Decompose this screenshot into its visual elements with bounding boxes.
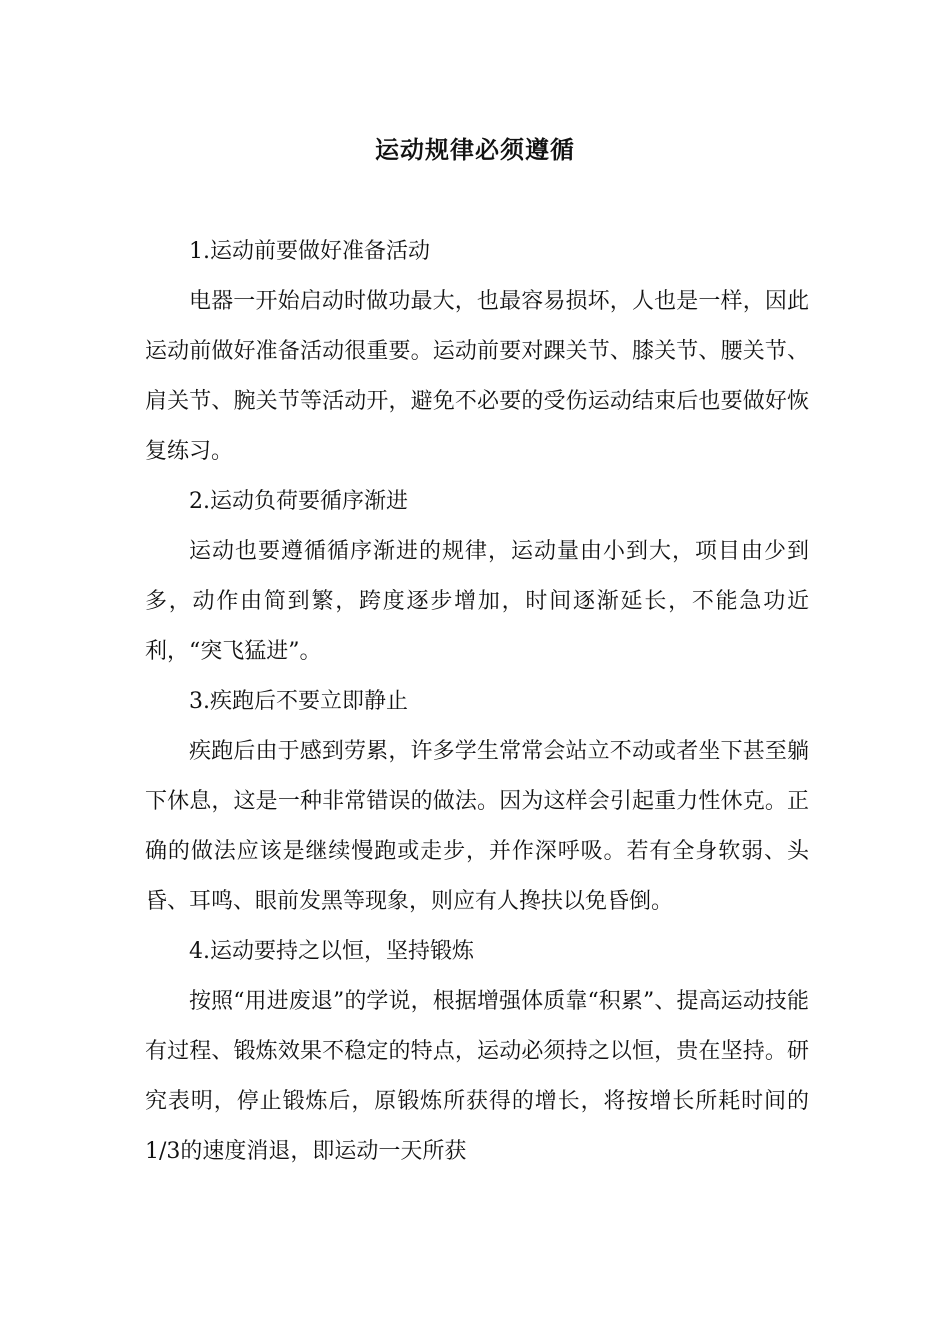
section-heading-3: 3.疾跑后不要立即静止 [189, 689, 408, 714]
paragraph-3: 疾跑后由于感到劳累，许多学生常常会站立不动或者坐下甚至躺下休息，这是一种非常错误的做法。因为这样会引起重力性休克。正确的做法应该是继续慢跑或走步，并作深呼吸。若有全身软弱、头昏、耳鸣、眼前发黑等现象，则应有人搀扶以免昏倒。 [145, 739, 809, 914]
document-body [145, 227, 809, 1177]
section-heading-4: 4.运动要持之以恒，坚持锻炼 [189, 939, 474, 964]
paragraph-1: 电器一开始启动时做功最大，也最容易损坏，人也是一样，因此运动前做好准备活动很重要。运动前要对踝关节、膝关节、腰关节、肩关节、腕关节等活动开，避免不必要的受伤运动结束后也要做好恢复练习。 [145, 289, 809, 464]
document-title: 运动规律必须遵循 [375, 135, 575, 164]
section-heading-2: 2.运动负荷要循序渐进 [189, 489, 408, 514]
paragraph-2: 运动也要遵循循序渐进的规律，运动量由小到大，项目由少到多，动作由简到繁，跨度逐步增加，时间逐渐延长，不能急功近利，“突飞猛进”。 [145, 539, 809, 664]
section-heading-1: 1.运动前要做好准备活动 [189, 239, 430, 264]
paragraph-4: 按照“用进废退”的学说，根据增强体质靠“积累”、提高运动技能有过程、锻炼效果不稳定的特点，运动必须持之以恒，贵在坚持。研究表明，停止锻炼后，原锻炼所获得的增长，将按增长所耗时间的1/3的速度消退，即运动一天所获 [145, 989, 809, 1164]
